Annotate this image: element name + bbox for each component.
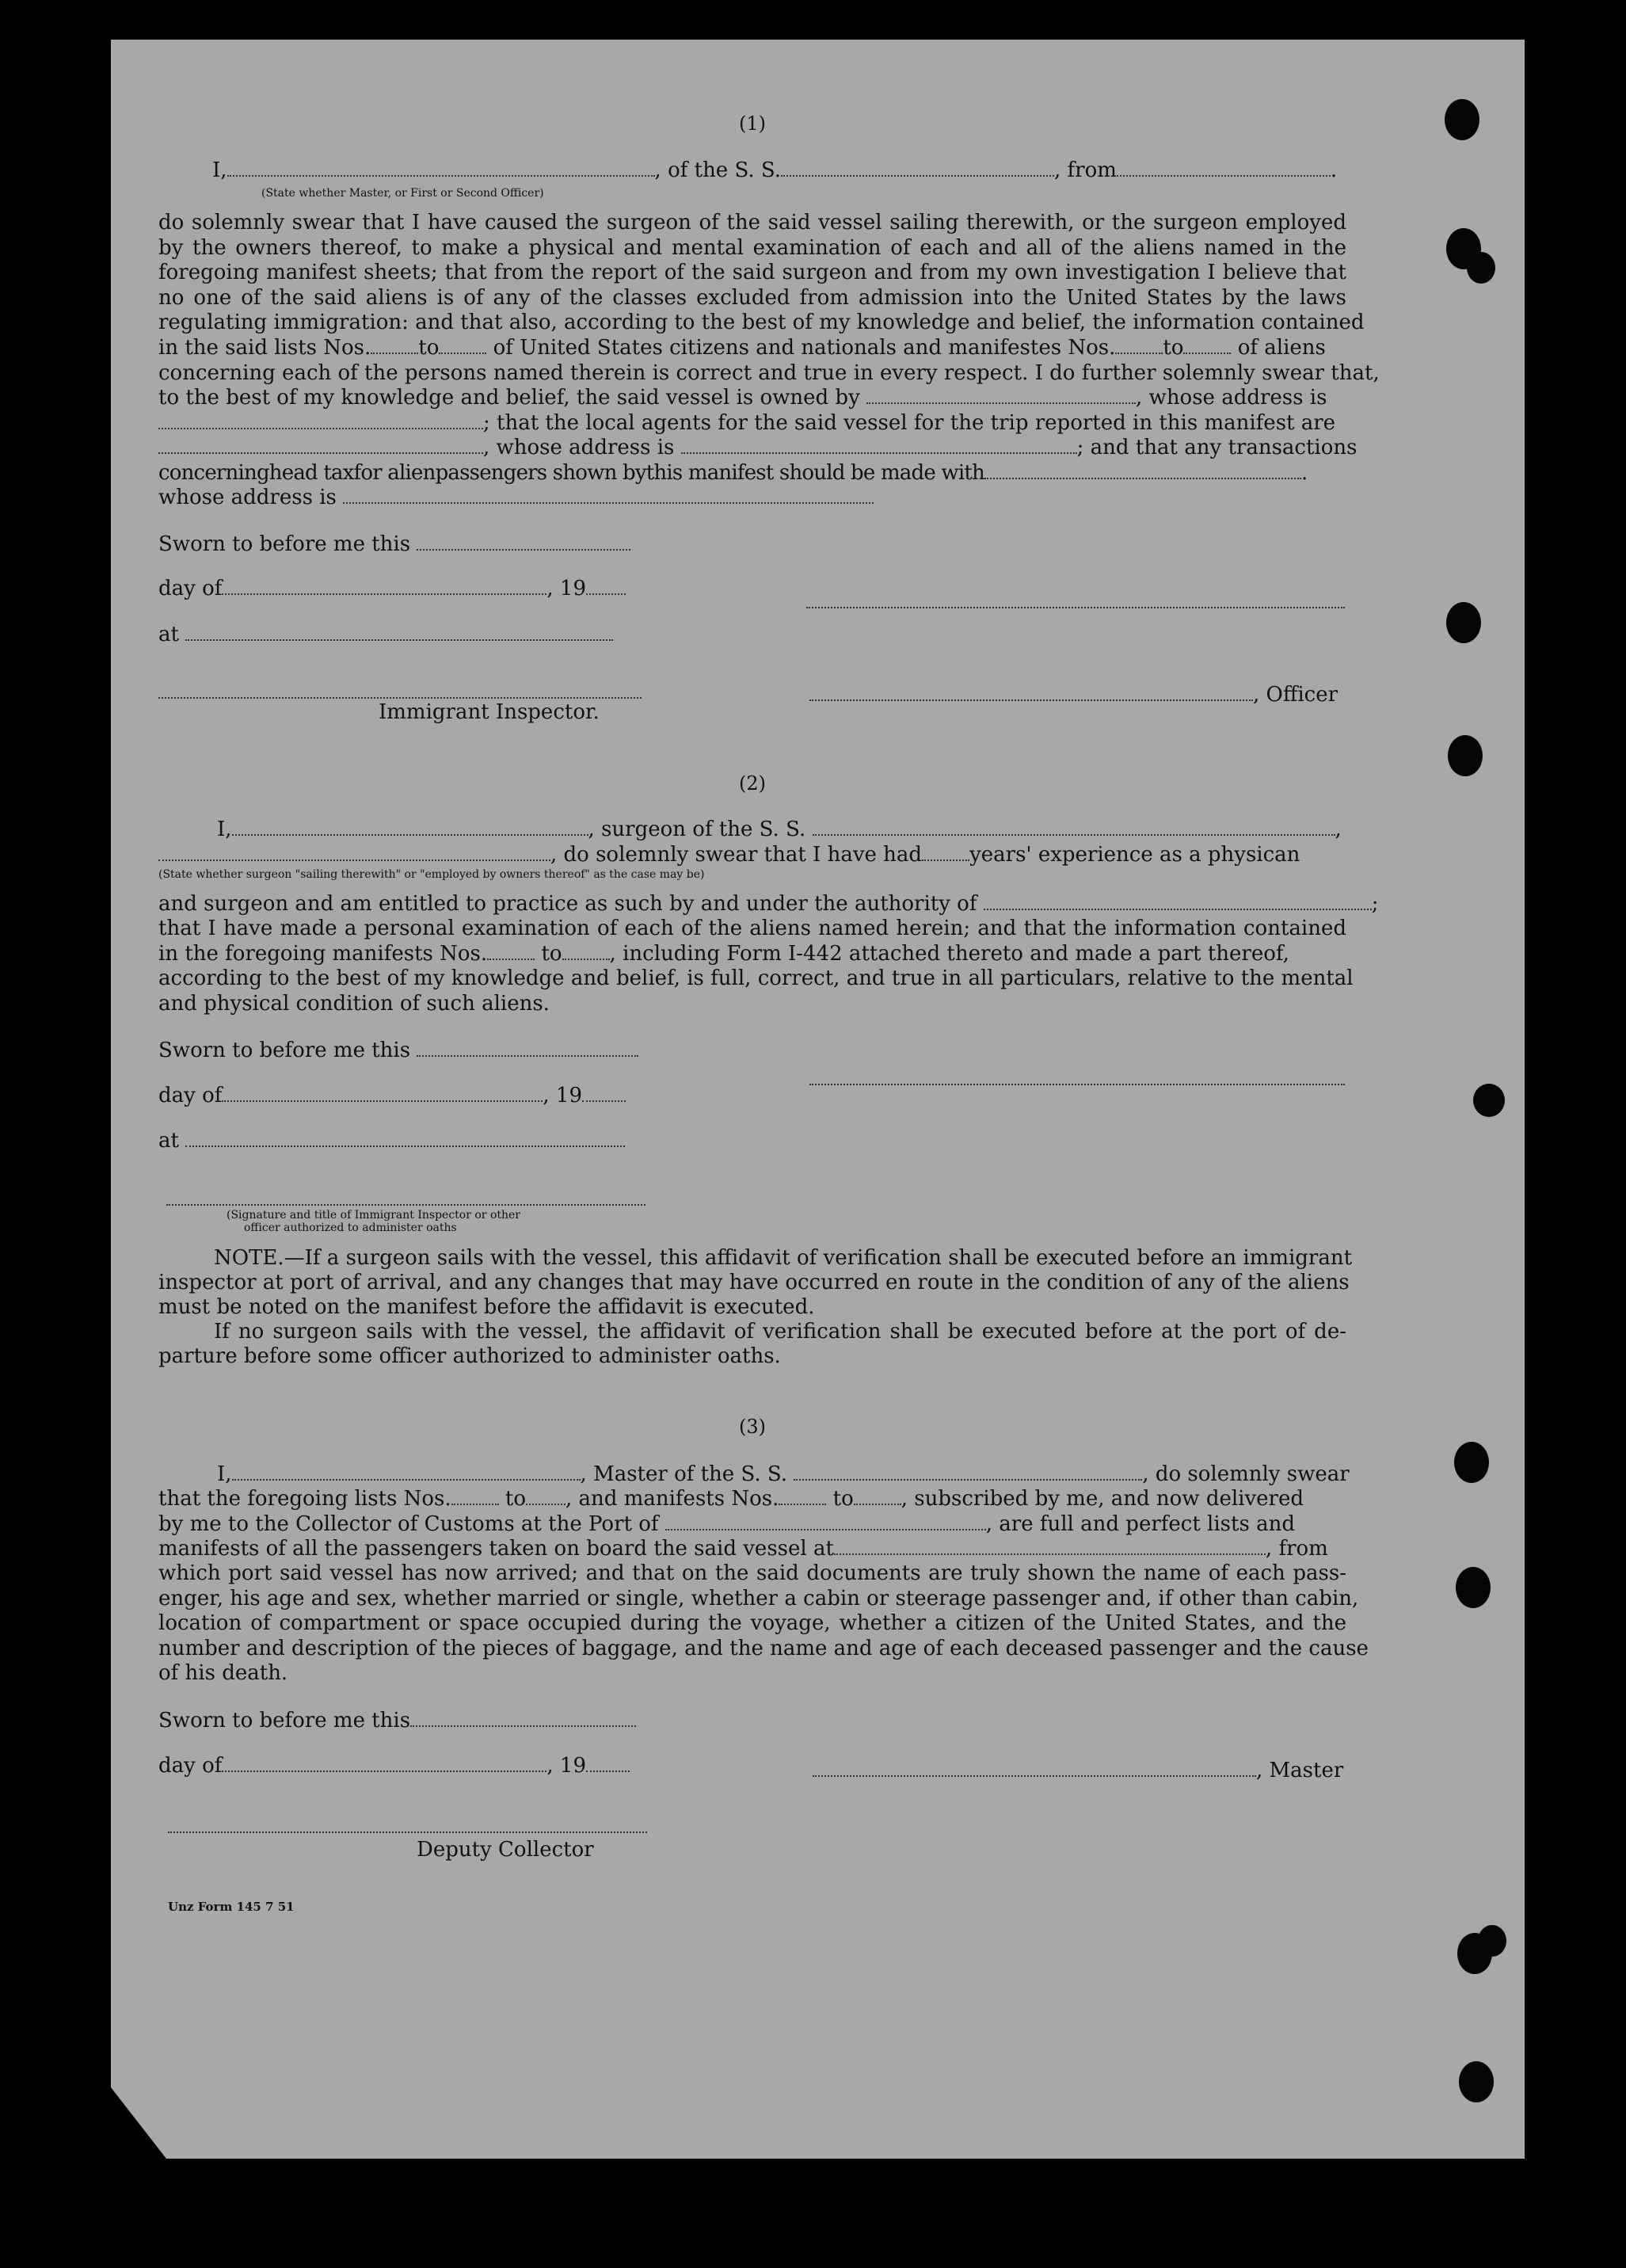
years-blank[interactable] [922,845,969,861]
manifest-to-blank[interactable] [562,944,610,960]
section-1-body-line: foregoing manifest sheets; that from the report of the said surgeon and from my own investigation I believe that [158,261,1346,284]
master-name-blank[interactable] [232,1465,581,1481]
day-of-line: day of , 19 [158,1754,1346,1778]
lists-from-blank[interactable] [451,1489,499,1505]
year-blank[interactable] [586,1756,630,1772]
vessel-name-blank[interactable] [781,161,1054,177]
from-port-blank[interactable] [1117,161,1331,177]
at-line: at [158,623,1346,646]
section-1-body-line: by the owners thereof, to make a physical and mental examination of each and all of the aliens named in the [158,236,1346,260]
sworn-line: Sworn to before me this [158,532,1346,556]
year-blank[interactable] [582,1086,626,1102]
sworn-day-blank[interactable] [410,1711,636,1727]
surgeon-line: I, , surgeon of the S. S. , [217,818,1342,841]
section-1-opening-line: I, , of the S. S. , from . [212,158,1338,182]
manifests-from-blank[interactable] [779,1489,826,1505]
section-1-body-line: concerning each of the persons named therein is correct and true in every respect. I do further solemnly swear that, [158,361,1380,385]
section-2-number: (2) [739,772,766,795]
section-1-body-line: regulating immigration: and that also, according to the best of my knowledge and belief, the information contained [158,311,1365,334]
punch-hole [1454,1442,1489,1483]
note-line: inspector at port of arrival, and any changes that may have occurred en route in the condition of any of the aliens [158,1271,1350,1294]
inspector-signature-line[interactable] [158,696,642,699]
surgeon-vessel-blank[interactable] [813,820,1335,836]
port-line: by me to the Collector of Customs at the Port of , are full and perfect lists and [158,1512,1295,1536]
section-1-number: (1) [739,112,766,135]
master-signature-blank[interactable] [813,1761,1256,1777]
punch-hole [1448,735,1483,776]
lists-to-blank[interactable] [526,1489,565,1505]
officer-signature-blank[interactable] [809,685,1253,701]
note-line: must be noted on the manifest before the affidavit is executed. [158,1295,815,1319]
surgeon-type-note: (State whether surgeon "sailing therewith" or "employed by owners thereof" as the case may be) [158,868,705,881]
punch-hole [1473,1084,1505,1117]
punch-hole [1467,252,1495,284]
section-1-body-line: no one of the said aliens is of any of the classes excluded from admission into the United States by the laws [158,286,1346,310]
inspector-signature-line[interactable] [166,1203,645,1206]
officer-name-blank[interactable] [227,161,655,177]
day-of-line: day of , 19 [158,1084,1346,1107]
authority-line: and surgeon and am entitled to practice as such by and under the authority of ; [158,892,1379,916]
officer-rank-note: (State whether Master, or First or Second Officer) [261,187,544,200]
lists-to-blank[interactable] [439,338,486,354]
manifests-to-blank[interactable] [1183,338,1231,354]
at-line: at [158,1129,1346,1153]
note-line: parture before some officer authorized to administer oaths. [158,1344,781,1368]
master-vessel-blank[interactable] [794,1465,1142,1481]
manifests-line: in the foregoing manifests Nos. to , including Form I-442 attached thereto and made a part thereof, [158,942,1289,966]
agents-blank[interactable] [158,438,483,454]
manifests-from-blank[interactable] [1115,338,1163,354]
authority-blank[interactable] [984,894,1372,910]
lists-from-blank[interactable] [371,338,418,354]
punch-hole [1459,2061,1494,2102]
master-signature-line: , Master [813,1759,1343,1782]
punch-hole [1446,602,1481,643]
experience-line: , do solemnly swear that I have had years' experience as a physican [158,843,1346,867]
signature-note: (Signature and title of Immigrant Inspector or other [227,1209,520,1222]
section-3-body-line: location of compartment or space occupied during the voyage, whether a citizen of the United States, and the [158,1611,1346,1635]
deputy-collector-label: Deputy Collector [417,1838,594,1862]
owner-line: to the best of my knowledge and belief, the said vessel is owned by , whose address is [158,386,1327,410]
month-blank[interactable] [222,1086,543,1102]
headtax-blank[interactable] [984,463,1301,479]
note-line: If no surgeon sails with the vessel, the affidavit of verification shall be executed before at the port of de- [214,1320,1346,1344]
section-2-body-line: that I have made a personal examination of each of the aliens named herein; and that the information contained [158,917,1346,940]
month-blank[interactable] [222,1756,546,1772]
manifests-to-blank[interactable] [854,1489,901,1505]
form-number: Unz Form 145 7 51 [168,1900,295,1914]
section-2-body-line: and physical condition of such aliens. [158,992,550,1016]
headtax-address-line: whose address is [158,486,1346,509]
sworn-day-blank[interactable] [417,535,630,551]
headtax-address-blank[interactable] [343,488,874,504]
punch-hole [1456,1567,1491,1608]
lists-line: that the foregoing lists Nos. to , and manifests Nos. to , subscribed by me, and now delivered [158,1487,1304,1511]
lists-line: in the said lists Nos. to of United States citizens and nationals and manifestes Nos. to of aliens [158,336,1326,360]
section-1-body-line: do solemnly swear that I have caused the surgeon of the said vessel sailing therewith, or the surgeon employed [158,211,1346,234]
day-of-line: day of , 19 [158,577,1346,600]
headtax-line: concerninghead taxfor alienpassengers shown bythis manifest should be made with . [158,461,1308,485]
punch-hole [1445,99,1479,140]
place-blank[interactable] [185,1131,625,1147]
embark-port-blank[interactable] [834,1539,1266,1555]
master-line: I, , Master of the S. S. , do solemnly swear [217,1462,1350,1486]
officer-signature-line: , Officer [809,683,1338,707]
officer-signature-line-upper[interactable] [806,605,1345,608]
embark-line: manifests of all the passengers taken on board the said vessel at , from [158,1537,1328,1561]
signature-note: officer authorized to administer oaths [244,1222,457,1234]
place-blank[interactable] [185,625,613,641]
sworn-day-blank[interactable] [417,1041,638,1057]
manifest-from-blank[interactable] [487,944,535,960]
agents-line: ; that the local agents for the said vessel for the trip reported in this manifest are [158,411,1346,435]
section-3-body-line: of his death. [158,1661,288,1685]
year-blank[interactable] [586,579,626,595]
month-blank[interactable] [222,579,546,595]
immigrant-inspector-label: Immigrant Inspector. [379,700,600,724]
section-3-body-line: number and description of the pieces of baggage, and the name and age of each deceased passenger and the cause [158,1637,1369,1660]
section-3-number: (3) [739,1416,766,1438]
agents-address-blank[interactable] [681,438,1077,454]
owner-address-blank[interactable] [158,414,483,429]
sworn-line: Sworn to before me this [158,1709,1346,1732]
punch-hole [1478,1925,1506,1957]
agents-address-line: , whose address is ; and that any transactions [158,436,1346,459]
port-blank[interactable] [665,1515,986,1530]
surgeon-type-blank[interactable] [158,845,550,861]
owner-blank[interactable] [866,388,1136,404]
section-2-body-line: according to the best of my knowledge and belief, is full, correct, and true in all particulars, relative to the mental [158,966,1354,990]
collector-signature-line[interactable] [168,1830,647,1833]
sworn-line: Sworn to before me this [158,1039,1346,1062]
section-3-body-line: which port said vessel has now arrived; and that on the said documents are truly shown the name of each pass- [158,1561,1346,1585]
section-3-body-line: enger, his age and sex, whether married or single, whether a cabin or steerage passenger and, if other than cabin, [158,1587,1359,1610]
surgeon-name-blank[interactable] [232,820,588,836]
note-line: NOTE.—If a surgeon sails with the vessel, this affidavit of verification shall be executed before an immigrant [214,1246,1353,1270]
